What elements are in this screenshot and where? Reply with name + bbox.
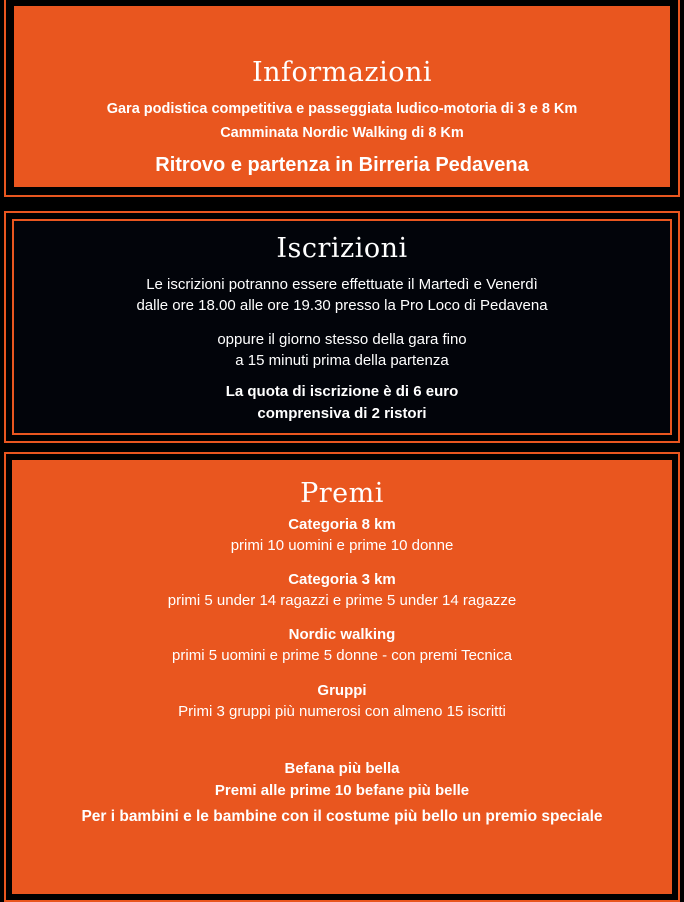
premi-inner [12,460,672,894]
premi-category-heading: Categoria 8 km [288,516,396,533]
iscrizioni-p3-line-1: La quota di iscrizione è di 6 euro [225,383,459,400]
premi-panel [4,452,680,902]
premi-category-heading: Gruppi [317,682,367,699]
premi-bambini-text: Per i bambini e le bambine con il costume più bello un premio speciale [81,808,603,825]
informazioni-title: Informazioni [251,57,433,88]
iscrizioni-inner [12,219,672,435]
premi-category-heading: Nordic walking [288,626,396,643]
premi-befana-text: Premi alle prime 10 befane più belle [214,782,470,799]
informazioni-inner [12,4,672,189]
premi-befana-heading: Befana più bella [284,760,400,777]
iscrizioni-p2-line-1: oppure il giorno stesso della gara fino [217,331,467,348]
informazioni-line-2: Camminata Nordic Walking di 8 Km [220,125,464,141]
iscrizioni-p3-line-2: comprensiva di 2 ristori [257,405,427,422]
iscrizioni-panel [4,211,680,443]
informazioni-panel [4,0,680,197]
premi-category-text: primi 5 under 14 ragazzi e prime 5 under 14 ragazze [167,592,517,609]
premi-category-text: Primi 3 gruppi più numerosi con almeno 15 iscritti [178,703,506,720]
iscrizioni-title: Iscrizioni [276,233,408,264]
iscrizioni-p1-line-1: Le iscrizioni potranno essere effettuate il Martedì e Venerdì [146,276,538,293]
premi-category-heading: Categoria 3 km [288,571,396,588]
iscrizioni-p2-line-2: a 15 minuti prima della partenza [235,352,449,369]
iscrizioni-p1-line-2: dalle ore 18.00 alle ore 19.30 presso la Pro Loco di Pedavena [136,297,548,314]
premi-title: Premi [300,478,384,509]
informazioni-line-3: Ritrovo e partenza in Birreria Pedavena [155,154,529,176]
premi-category-text: primi 5 uomini e prime 5 donne - con premi Tecnica [172,647,512,664]
informazioni-line-1: Gara podistica competitiva e passeggiata ludico-motoria di 3 e 8 Km [106,101,578,117]
premi-category-text: primi 10 uomini e prime 10 donne [230,537,454,554]
